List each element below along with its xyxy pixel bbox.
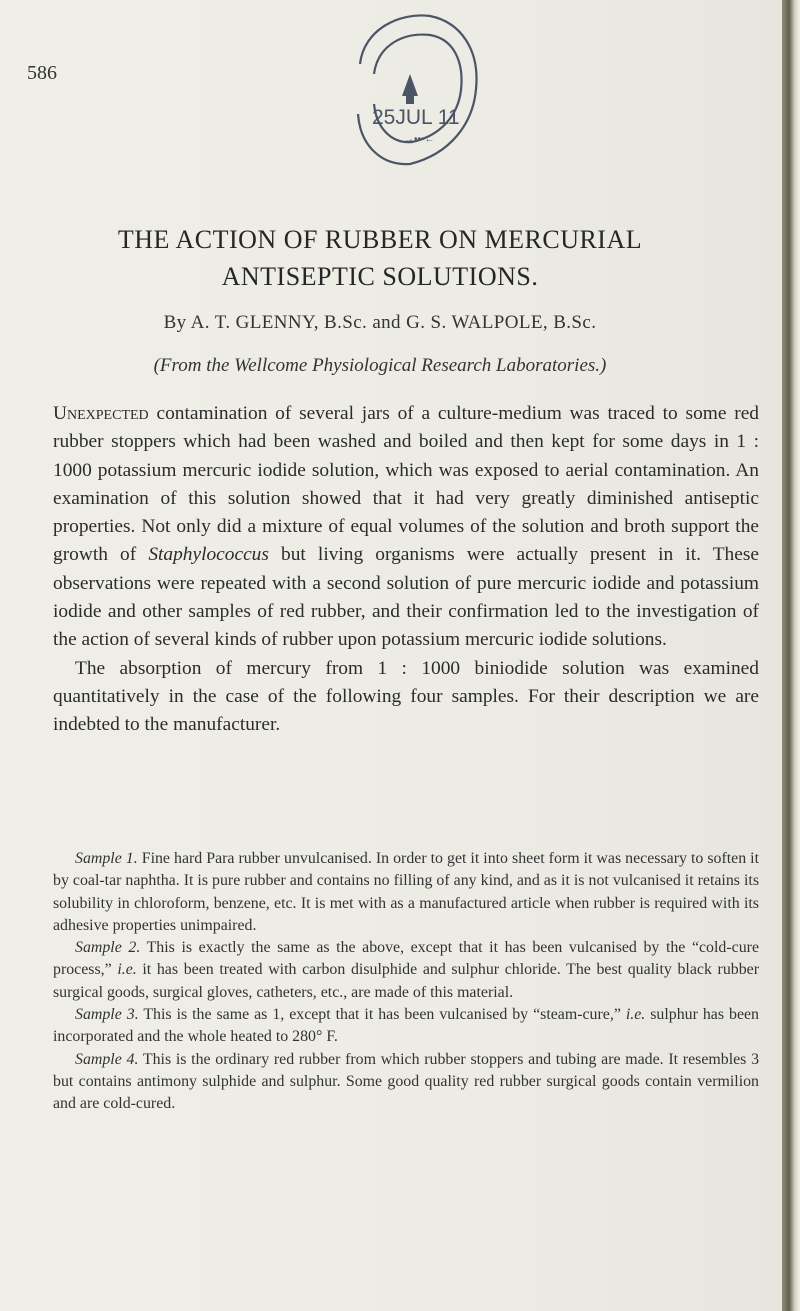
sample-1 — [53, 848, 759, 937]
lead-word: Unexpected — [53, 403, 149, 424]
sample-3 — [53, 1004, 759, 1049]
sample-4 — [53, 1049, 759, 1116]
main-text — [53, 400, 759, 740]
article-title-line-2: ANTISEPTIC SOLUTIONS. — [221, 262, 539, 291]
article-title-line-1: THE ACTION OF RUBBER ON MERCURIAL — [117, 225, 643, 254]
affiliation: (From the Wellcome Physiological Research Laboratories.) — [153, 355, 607, 376]
sample-4-text: This is the ordinary red rubber from which rubber stoppers and tubing are made. It resembles 3 but contains antimony sulphide and sulphur. Some good quality red rubber surgical goods contain vermilion and are cold-cured. — [53, 1050, 760, 1113]
paragraph-2: The absorption of mercury from 1 : 1000 biniodide solution was examined quantitatively in the case of the following four samples. For their description we are indebted to the manufacturer. — [53, 657, 759, 736]
sample-3-text-b: sulphur has been incorporated and the whole heated to 280° F. — [53, 1006, 760, 1046]
library-stamp — [330, 4, 490, 194]
sample-2-text-a: This is exactly the same as the above, except that it has been vulcanised by the “cold-cure process,” — [53, 939, 760, 979]
sample-4-label: Sample 4. — [75, 1050, 139, 1068]
page-number: 586 — [27, 62, 57, 84]
stamp-date: 25JUL 11 — [372, 106, 460, 129]
sample-1-text: Fine hard Para rubber unvulcanised. In order to get it into sheet form it was necessary to soften it by coal-tar naphtha. It is pure rubber and contains no filling of any kind, and as it is not vulcanised it retains its solubility in chloroform, benzene, etc. It is met with as a manufactured article when rubber is required with its adhesive properties unimpaired. — [53, 850, 759, 934]
sample-3-text-a: This is the same as 1, except that it has been vulcanised by “steam-cure,” — [138, 1006, 626, 1024]
paragraph-1 — [53, 400, 759, 655]
authors: By A. T. GLENNY, B.Sc. and G. S. WALPOLE, B.Sc. — [163, 312, 597, 333]
sample-descriptions — [53, 848, 759, 1116]
sample-2-ie: i.e. — [117, 961, 137, 979]
paragraph-1-text-b: but living organisms were actually present in it. These observations were repeated with a second solution of pure mercuric iodide and potassium iodide and other samples of red rubber, and their confirmation led to the investigation of the action of several kinds of rubber upon potassium mercuric iodide solutions. — [53, 544, 759, 651]
sample-1-label: Sample 1. — [75, 850, 138, 867]
crest-icon — [402, 74, 418, 104]
sample-3-label: Sample 3. — [75, 1006, 139, 1024]
organism-name: Staphylococcus — [148, 544, 269, 566]
sample-2-text-b: it has been treated with carbon disulphide and sulphur chloride. The best quality black rubber surgical goods, surgical gloves, catheters, etc., are made of this material. — [53, 961, 760, 1001]
sample-2 — [53, 937, 759, 1004]
svg-text:→•••←: →•••← — [404, 134, 435, 145]
book-spine-edge — [782, 0, 800, 1311]
paragraph-1-text-a: contamination of several jars of a culture-medium was traced to some red rubber stoppers which had been washed and boiled and then kept for some days in 1 : 1000 potassium mercuric iodide solution, which was exposed to aerial contamination. An examination of this solution showed that it had very greatly diminished antiseptic properties. Not only did a mixture of equal volumes of the solution and broth support the growth of — [53, 403, 759, 566]
sample-3-ie: i.e. — [625, 1006, 646, 1024]
sample-2-label: Sample 2. — [75, 939, 141, 957]
